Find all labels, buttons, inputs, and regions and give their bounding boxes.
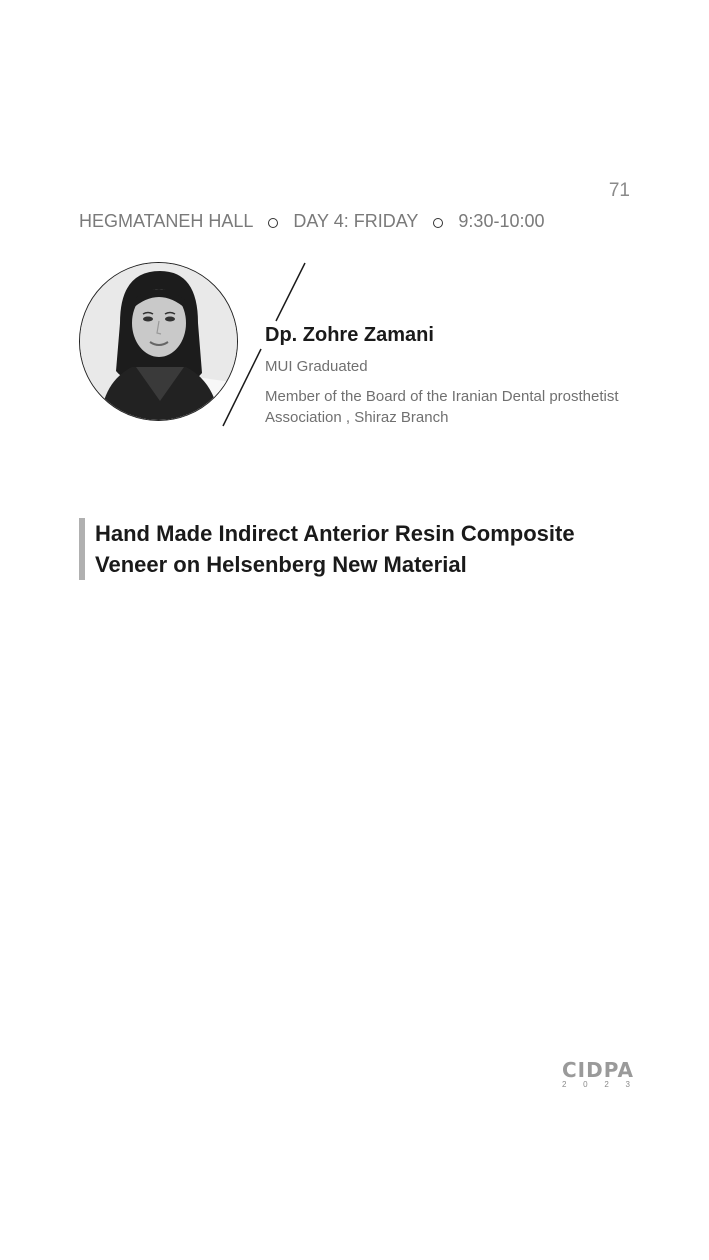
logo-year-digit: 2 xyxy=(562,1080,567,1089)
hall-name: HEGMATANEH HALL xyxy=(79,211,254,231)
talk-title: Hand Made Indirect Anterior Resin Composite Veneer on Helsenberg New Material xyxy=(95,521,575,577)
logo-year-digit: 2 xyxy=(604,1080,609,1089)
speaker-affiliation: Member of the Board of the Iranian Dental prosthetist Association , Shiraz Branch xyxy=(265,388,619,426)
cidpa-logo xyxy=(562,1058,635,1089)
logo-year-digit: 0 xyxy=(583,1080,588,1089)
logo-wordmark: CIDPA xyxy=(562,1058,635,1082)
logo-year-digit: 3 xyxy=(625,1080,630,1089)
speaker-credential: MUI Graduated xyxy=(265,358,368,375)
accent-bar xyxy=(79,518,85,580)
session-day: DAY 4: FRIDAY xyxy=(293,211,419,231)
speaker-name: Dp. Zohre Zamani xyxy=(265,324,434,346)
session-meta xyxy=(79,211,545,232)
circle-separator-icon xyxy=(268,218,278,228)
speaker-info xyxy=(265,324,645,428)
talk-block xyxy=(79,518,639,580)
session-time: 9:30-10:00 xyxy=(458,211,545,231)
portrait-icon xyxy=(80,263,237,420)
page-number: 71 xyxy=(608,180,630,201)
circle-separator-icon xyxy=(433,218,443,228)
